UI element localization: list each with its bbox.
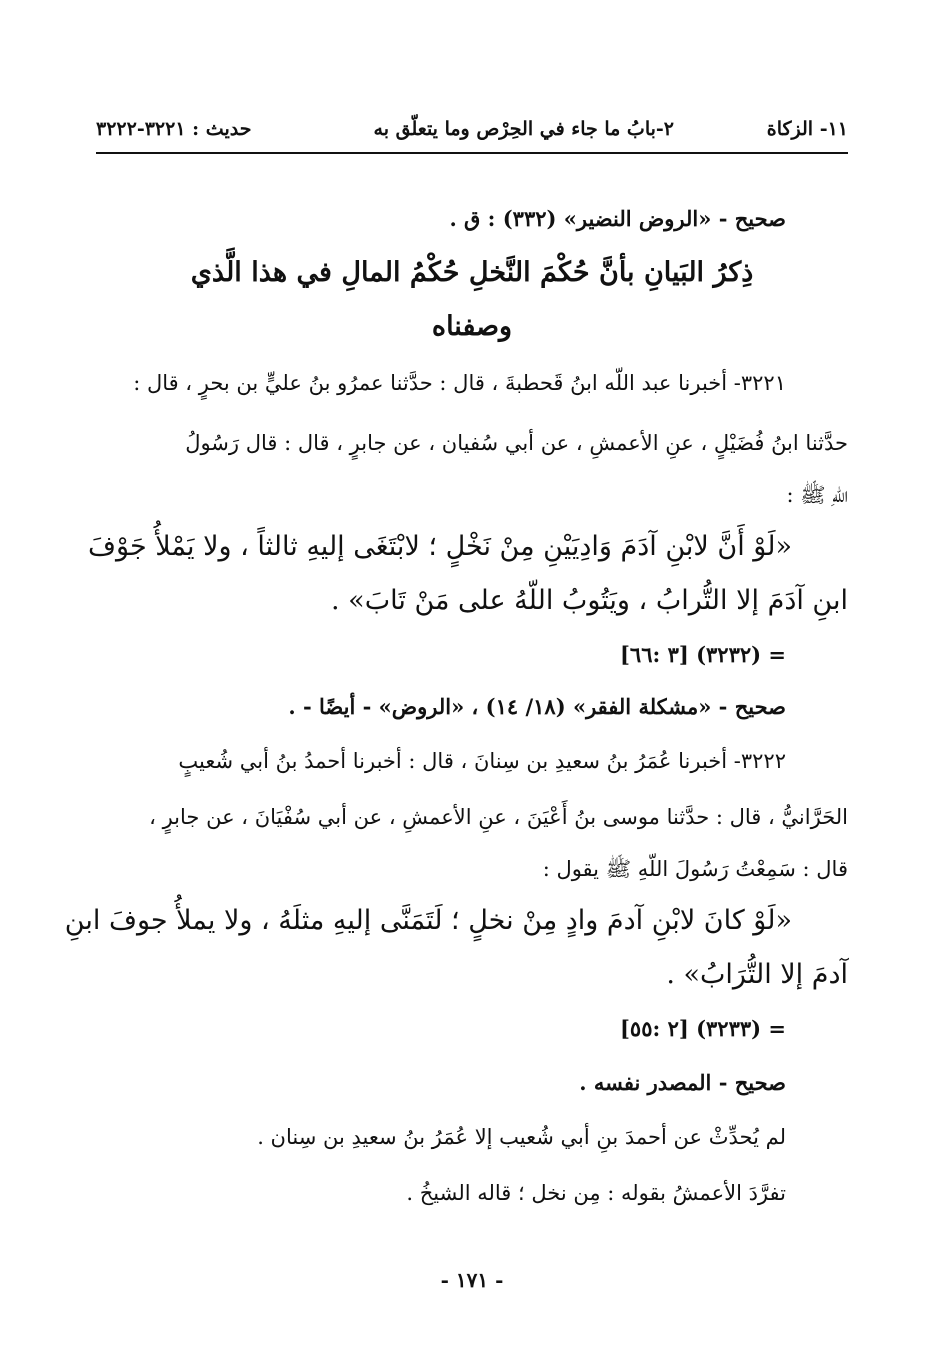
header-rule	[96, 152, 848, 154]
section-title: ٢-بابُ ما جاء في الحِرْص وما يتعلّق به	[373, 118, 674, 140]
hadith-3221-line-1: ٣٢٢١- أخبرنا عبد اللّه ابنُ قَحطبةَ ، قال : حدَّثنا عمرُو بنُ عليٍّ بن بحرٍ ، قال :	[133, 371, 786, 395]
hadith-3222-line-3: قال : سَمِعْتُ رَسُولَ اللّهِ ﷺ يقول :	[542, 857, 848, 881]
chapter-heading-line-1: ذِكرُ البَيانِ بأنَّ حُكْمَ النَّخلِ حُكْمُ المالِ في هذا الَّذي	[190, 257, 754, 288]
chapter-heading-line-2: وصفناه	[431, 311, 513, 342]
hadith-range: حديث : ٣٢٢١-٣٢٢٢	[96, 118, 252, 140]
hadith-3221-matn-line-2: ابنِ آدَمَ إلا التُّرابُ ، ويَتُوبُ اللّهُ على مَنْ تَابَ» .	[331, 585, 848, 616]
hadith-3221-matn-line-1: «لَوْ أَنَّ لابْنِ آدَمَ وَادِيَيْنِ مِنْ نَخْلٍ ؛ لابْتَغَى إليهِ ثالثاً ، ولا يَمْلأُ جَوْفَ	[88, 531, 792, 562]
chapter-title: ١١- الزكاة	[766, 118, 848, 140]
cross-reference-1: = (٣٢٣٢) [٣ :٦٦]	[619, 642, 786, 667]
grading-line-3: صحيح - المصدر نفسه .	[579, 1070, 786, 1095]
cross-reference-2: = (٣٢٣٣) [٢ :٥٥]	[619, 1016, 786, 1041]
hadith-3221-line-2: حدَّثنا ابنُ فُضَيْلٍ ، عنِ الأعمشِ ، عن أبي سُفيان ، عن جابرٍ ، قال : قال رَسُولُ	[185, 431, 848, 455]
hadith-3222-line-1: ٣٢٢٢- أخبرنا عُمَرُ بنُ سعيدِ بن سِنانَ ، قال : أخبرنا أحمدُ بنُ أبي شُعيبٍ	[178, 749, 786, 773]
page-number: - ١٧١ -	[440, 1268, 504, 1292]
hadith-3222-line-2: الحَرَّانيُّ ، قال : حدَّثنا موسى بنُ أَعْيَنَ ، عنِ الأعمشِ ، عن أبي سُفْيَانَ ، عن جابرٍ ،	[149, 805, 848, 829]
hadith-3222-matn-line-1: «لَوْ كانَ لابْنِ آدمَ وادٍ مِنْ نخلٍ ؛ لَتَمَنَّى إليهِ مثلَهُ ، ولا يملأُ جوفَ ابنِ	[64, 905, 792, 936]
grading-line-2: صحيح - «مشكلة الفقر» (١٨/ ١٤) ، «الروض» - أيضًا - .	[288, 694, 786, 719]
grading-line-1: صحيح - «الروض النضير» (٣٣٢) : ق .	[449, 206, 786, 231]
note-line-2: تفرَّدَ الأعمشُ بقوله : مِن نخل ؛ قاله الشيخُ .	[406, 1181, 786, 1205]
hadith-3221-line-3: اللّهِ ﷺ :	[786, 483, 848, 507]
hadith-3222-matn-line-2: آدمَ إلا التُّرَابُ» .	[666, 959, 848, 990]
note-line-1: لم يُحدِّثْ عن أحمدَ بنِ أبي شُعيب إلا عُمَرُ بنُ سعيدِ بن سِنان .	[257, 1125, 786, 1149]
